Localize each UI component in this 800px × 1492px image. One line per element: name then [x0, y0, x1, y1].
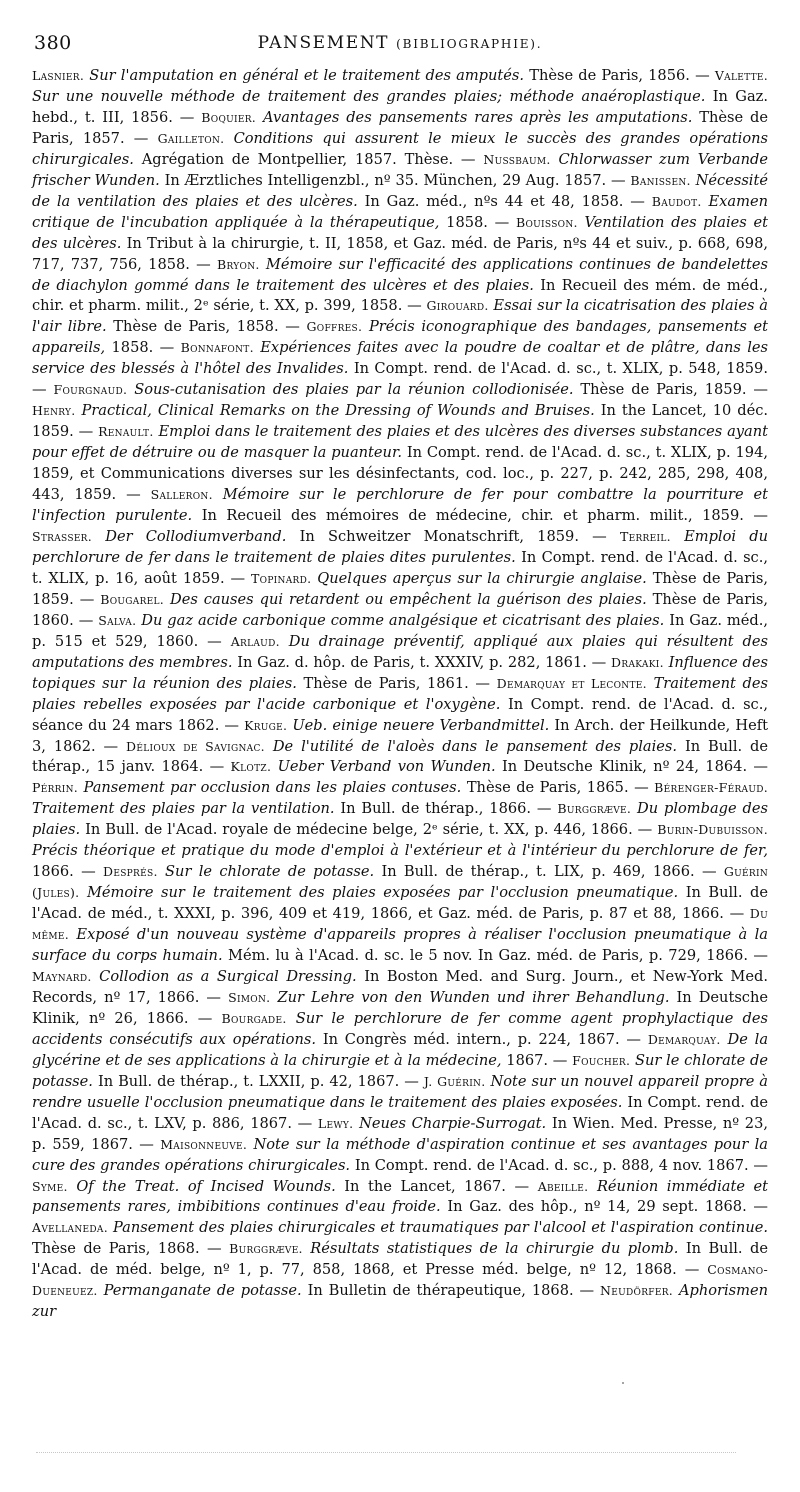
- entry-source: 1858. —: [111, 339, 175, 357]
- entry-source: Thèse de Paris, 1857. —: [32, 108, 769, 147]
- entry-title: Ueber Verband von Wunden.: [277, 758, 496, 776]
- entry-source: In Bulletin de thérapeutique, 1868. —: [307, 1282, 595, 1300]
- entry-title: Résultats statistiques de la chirurgie du plomb.: [310, 1240, 679, 1258]
- entry-source: In Bull. de thérap., t. LXXII, p. 42, 1867. —: [97, 1072, 419, 1090]
- entry-title: Chlorwasser zum Verbande frischer Wunden.: [32, 150, 769, 189]
- entry-author: Topinard.: [251, 570, 312, 586]
- entry-author: Pérrin.: [32, 780, 79, 796]
- entry-author: Burggræve.: [229, 1241, 303, 1257]
- entry-title: Der Collodiumverband.: [105, 527, 287, 545]
- bibliography-text: [32, 66, 768, 1323]
- entry-source: Thèse de Paris, 1861. —: [303, 674, 491, 692]
- entry-author: Valette.: [714, 68, 769, 83]
- entry-source: 1867. —: [506, 1051, 568, 1069]
- entry-author: Du même.: [32, 906, 769, 943]
- entry-title: Nécessité de la ventilation des plaies et des ulcères.: [32, 171, 768, 210]
- entry-author: Goffres.: [306, 319, 363, 335]
- entry-author: J. Guérin.: [423, 1073, 486, 1089]
- entry-source: In Gaz. des hôp., nº 14, 29 sept. 1868. —: [447, 1198, 769, 1216]
- entry-source: In Recueil des mém. de méd., chir. et pharm. milit., 2ᵉ série, t. XX, p. 399, 1858. —: [32, 276, 769, 315]
- entry-source: In Recueil des mémoires de médecine, chir. et pharm. milit., 1859. —: [201, 507, 768, 525]
- entry-author: Burin-Dubuisson.: [657, 822, 768, 838]
- entry-title: Exposé d'un nouveau système d'appareils propres à réaliser l'occlusion pneumatique à la surface du corps humain.: [32, 926, 768, 965]
- print-speck: [622, 1382, 624, 1384]
- entry-source: In Bull. de l'Acad. de méd., t. XXXI, p. 396, 409 et 419, 1866, et Gaz. méd. de Paris, p. 87 et 88, 1866. —: [32, 884, 768, 923]
- entry-author: Klotz.: [230, 759, 272, 775]
- entry-author: Bryon.: [217, 256, 260, 272]
- entry-source: In Gaz. méd., p. 515 et 529, 1860. —: [32, 611, 769, 650]
- entry-source: In Compt. rend. de l'Acad. d. sc., p. 888, 4 nov. 1867. —: [354, 1156, 768, 1174]
- bibliography-entry: [32, 486, 768, 524]
- entry-title: Quelques aperçus sur la chirurgie anglaise.: [317, 569, 647, 587]
- entry-author: Banissen.: [630, 172, 691, 188]
- entry-title: Sur l'amputation en général et le traitement des amputés.: [89, 67, 525, 84]
- entry-author: Salleron.: [150, 487, 213, 503]
- entry-author: Boquier.: [201, 109, 257, 125]
- entry-title: Note sur la méthode d'aspiration continue et ses avantages pour la cure des grandes opérations chirurgicales.: [32, 1135, 768, 1174]
- running-head-main: PANSEMENT: [257, 33, 390, 53]
- entry-author: Gailleton.: [157, 130, 225, 146]
- entry-author: Neudörfer.: [600, 1283, 674, 1299]
- entry-author: Després.: [103, 864, 158, 880]
- entry-title: Neues Charpie-Surrogat.: [359, 1114, 547, 1132]
- entry-source: In Congrès méd. intern., p. 224, 1867. —: [322, 1030, 642, 1048]
- entry-title: Du drainage préventif, appliqué aux plaies qui résultent des amputations des membres.: [32, 632, 768, 671]
- entry-source: In Arch. der Heilkunde, Heft 3, 1862. —: [32, 716, 769, 755]
- entry-title: Essai sur la cicatrisation des plaies à l'air libre.: [32, 297, 769, 336]
- entry-title: Traitement des plaies rebelles exposées par l'acide carbonique et l'oxygène.: [32, 674, 769, 713]
- bibliography-entry: [32, 1178, 529, 1195]
- entry-title: Traitement des plaies par la ventilation.: [32, 800, 335, 818]
- entry-title: Note sur un nouvel appareil propre à rendre usuelle l'occlusion pneumatique dans le traitement des plaies exposées.: [32, 1072, 769, 1111]
- page-number: 380: [34, 32, 72, 54]
- bibliography-entry: [54, 381, 768, 398]
- entry-author: Fourgnaud.: [53, 382, 128, 398]
- entry-author: Simon.: [228, 989, 271, 1005]
- entry-source: In Bull. de thérap., 15 janv. 1864. —: [32, 737, 769, 776]
- entry-author: Maynard.: [32, 968, 92, 984]
- entry-title: Practical, Clinical Remarks on the Dressing of Wounds and Bruises.: [81, 402, 595, 420]
- entry-title: Zur Lehre von den Wunden und ihrer Behandlung.: [277, 988, 670, 1006]
- entry-title: Influence des topiques sur la réunion des plaies.: [32, 653, 769, 692]
- entry-author: Strasser.: [32, 528, 93, 544]
- entry-title: Pansement des plaies chirurgicales et traumatiques par l'alcool et l'aspiration continue.: [113, 1219, 769, 1237]
- entry-source: Thèse de Paris, 1860. —: [32, 590, 769, 629]
- entry-title: Avantages des pansements rares après les amputations.: [263, 108, 693, 126]
- entry-author: Demarquay.: [647, 1031, 721, 1047]
- entry-source: In Gaz. d. hôp. de Paris, t. XXXIV, p. 282, 1861. —: [237, 653, 607, 671]
- entry-source: In the Lancet, 10 déc. 1859. —: [32, 402, 769, 441]
- entry-title: Du plombage des plaies.: [32, 800, 768, 839]
- entry-source: 1858. —: [446, 213, 510, 231]
- entry-author: Cosmano-Dueneuez.: [32, 1262, 768, 1299]
- entry-source: Thèse de Paris, 1859. —: [32, 569, 769, 608]
- entry-source: In Ærztliches Intelligenzbl., nº 35. München, 29 Aug. 1857. —: [164, 171, 626, 189]
- entry-source: 1866. —: [32, 863, 96, 881]
- entry-title: Pansement par occlusion dans les plaies contuses.: [83, 779, 462, 797]
- entry-source: In Compt. rend. de l'Acad. d. sc., t. XLIX, p. 548, 1859. —: [32, 360, 768, 399]
- running-head-sub: (BIBLIOGRAPHIE).: [396, 37, 543, 51]
- entry-author: Foucher.: [572, 1052, 631, 1068]
- entry-author: Bougarel.: [100, 591, 165, 607]
- entry-source: In Deutsche Klinik, nº 24, 1864. —: [502, 758, 768, 776]
- entry-author: Bonnafont.: [180, 340, 254, 356]
- entry-title: Sous-cutanisation des plaies par la réunion collodionisée.: [134, 381, 574, 399]
- bottom-rule: [36, 1452, 736, 1453]
- entry-title: De la glycérine et de ses applications à la chirurgie et à la médecine,: [32, 1030, 769, 1069]
- entry-source: In Schweitzer Monatschrift, 1859. —: [299, 527, 607, 545]
- entry-author: Girouard.: [426, 298, 489, 314]
- entry-title: Mémoire sur l'efficacité des applications continues de bandelettes de diachylon gommé dans le traitement des ulcères et des plaies.: [32, 255, 769, 294]
- entry-title: Of the Treat. of Incised Wounds.: [76, 1177, 336, 1195]
- entry-source: In Compt. rend. de l'Acad. d. sc., t. LXV, p. 886, 1867. —: [32, 1093, 768, 1132]
- entry-source: Thèse de Paris, 1865. —: [466, 779, 649, 797]
- entry-author: Burggræve.: [557, 801, 632, 817]
- entry-author: Maisonneuve.: [160, 1136, 248, 1152]
- entry-title: Du gaz acide carbonique comme analgésique et cicatrisant des plaies.: [141, 611, 665, 629]
- entry-title: Sur le chlorate de potasse.: [32, 1051, 769, 1090]
- entry-author: Syme.: [32, 1178, 68, 1194]
- entry-title: Précis théorique et pratique du mode d'emploi à l'extérieur et à l'intérieur du perchlorure de fer,: [32, 842, 768, 860]
- entry-author: Drakaki.: [611, 654, 664, 670]
- entry-source: In Tribut à la chirurgie, t. II, 1858, et Gaz. méd. de Paris, nºs 44 et suiv., p. 668, 698, 717, 737, 756, 1858. —: [32, 234, 769, 273]
- bibliography-entry: [231, 758, 768, 775]
- entry-author: Nussbaum.: [483, 151, 551, 167]
- entry-author: Avellaneda.: [32, 1220, 108, 1236]
- entry-title: Emploi dans le traitement des plaies et des ulcères des diverses substances ayant pour effet de détruire ou de masquer la puanteur.: [32, 423, 768, 462]
- entry-title: Expériences faites avec la poudre de coaltar et de plâtre, dans les service des blessés à l'hôtel des Invalides.: [32, 339, 769, 378]
- entry-title: Permanganate de potasse.: [103, 1282, 302, 1300]
- entry-author: Abeille.: [537, 1178, 589, 1194]
- entry-author: Délioux de Savignac.: [126, 738, 265, 754]
- entry-source: Mém. lu à l'Acad. d. sc. le 5 nov. In Gaz. méd. de Paris, p. 729, 1866. —: [228, 947, 768, 965]
- entry-author: Bouisson.: [515, 214, 578, 230]
- entry-author: Renault.: [98, 424, 154, 440]
- running-head: [32, 33, 768, 53]
- entry-source: In Boston Med. and Surg. Journ., et New-York Med. Records, nº 17, 1866. —: [32, 967, 768, 1006]
- entry-author: Lasnier.: [32, 68, 85, 83]
- entry-title: Sur le chlorate de potasse.: [165, 863, 375, 881]
- entry-title: Ventilation des plaies et des ulcères.: [32, 213, 769, 252]
- entry-source: Thèse de Paris, 1858. —: [113, 318, 300, 336]
- entry-title: Aphorismen zur: [32, 1282, 769, 1321]
- entry-source: In Compt. rend. de l'Acad. d. sc., séance du 24 mars 1862. —: [32, 695, 769, 734]
- entry-title: Conditions qui assurent le mieux le succès des grandes opérations chirurgicales.: [32, 129, 769, 168]
- entry-author: Salva.: [98, 612, 137, 628]
- entry-title: Ueb. einige neuere Verbandmittel.: [292, 716, 550, 734]
- entry-source: In Wien. Med. Presse, nº 23, p. 559, 1867. —: [32, 1114, 769, 1153]
- bibliography-entry: [103, 863, 717, 880]
- page-header: [32, 26, 768, 56]
- entry-source: In Bull. de l'Acad. de méd. belge, nº 1, p. 77, 858, 1868, et Presse méd. belge, nº 12, 1868. —: [32, 1240, 768, 1279]
- entry-title: Des causes qui retardent ou empêchent la guérison des plaies.: [170, 590, 647, 608]
- entry-source: In Compt. rend. de l'Acad. d. sc., t. XLIX, p. 194, 1859, et Communications diverses sur les désinfectants, cod. loc., p. 227, p. 242, 285, 298, 408, 443, 1859. —: [32, 444, 768, 504]
- entry-title: Emploi du perchlorure de fer dans le traitement de plaies dites purulentes.: [32, 527, 768, 566]
- entry-source: In Gaz. hebd., t. III, 1856. —: [32, 87, 768, 126]
- entry-author: Bérenger-Féraud.: [654, 780, 769, 796]
- entry-title: Mémoire sur le traitement des plaies exposées par l'occlusion pneumatique.: [86, 884, 679, 902]
- entry-author: Bourgade.: [221, 1010, 287, 1026]
- entry-title: Collodion as a Surgical Dressing.: [99, 967, 357, 985]
- entry-source: Agrégation de Montpellier, 1857. Thèse. —: [141, 150, 476, 168]
- entry-source: In Bull. de l'Acad. royale de médecine belge, 2ᵉ série, t. XX, p. 446, 1866. —: [85, 821, 653, 839]
- entry-author: Henry.: [32, 403, 76, 419]
- entry-source: Thèse de Paris, 1856. —: [529, 67, 710, 84]
- entry-author: Baudot.: [651, 193, 702, 209]
- bibliography-entry: [32, 67, 710, 84]
- entry-source: In Bull. de thérap., t. LIX, p. 469, 1866. —: [381, 863, 717, 881]
- entry-author: Kruge.: [244, 717, 288, 733]
- entry-author: Lewy.: [317, 1115, 354, 1131]
- book-page: [32, 26, 769, 1321]
- entry-title: Examen critique de l'incubation appliquée à la thérapeutique,: [32, 192, 768, 231]
- entry-title: Sur le perchlorure de fer comme agent prophylactique des accidents consécutifs aux opérations.: [32, 1009, 769, 1048]
- bibliography-entry: [32, 528, 607, 545]
- entry-source: Thèse de Paris, 1859. —: [580, 381, 769, 399]
- entry-author: Demarquay et Leconte.: [496, 675, 647, 691]
- entry-title: De l'utilité de l'aloès dans le pansement des plaies.: [272, 737, 678, 755]
- entry-author: Arlaud.: [230, 633, 280, 649]
- entry-title: Sur une nouvelle méthode de traitement des grandes plaies; méthode anaéroplastique.: [32, 87, 706, 105]
- entry-source: In Gaz. méd., nºs 44 et 48, 1858. —: [364, 192, 645, 210]
- entry-source: In Compt. rend. de l'Acad. d. sc., t. XLIX, p. 16, août 1859. —: [32, 548, 769, 587]
- entry-title: Mémoire sur le perchlorure de fer pour combattre la pourriture et l'infection purulente.: [32, 486, 768, 525]
- entry-author: Terreil.: [619, 528, 671, 544]
- entry-author: Guérin (Jules).: [32, 864, 769, 901]
- bibliography-entry: [32, 779, 649, 796]
- entry-source: In Deutsche Klinik, nº 26, 1866. —: [32, 988, 769, 1027]
- entry-title: Précis iconographique des bandages, pansements et appareils,: [32, 318, 768, 357]
- entry-source: In Bull. de thérap., 1866. —: [340, 800, 552, 818]
- entry-source: In the Lancet, 1867. —: [344, 1177, 530, 1195]
- entry-title: Réunion immédiate et pansements rares, imbibitions continues d'eau froide.: [32, 1177, 769, 1216]
- entry-source: Thèse de Paris, 1868. —: [32, 1240, 222, 1258]
